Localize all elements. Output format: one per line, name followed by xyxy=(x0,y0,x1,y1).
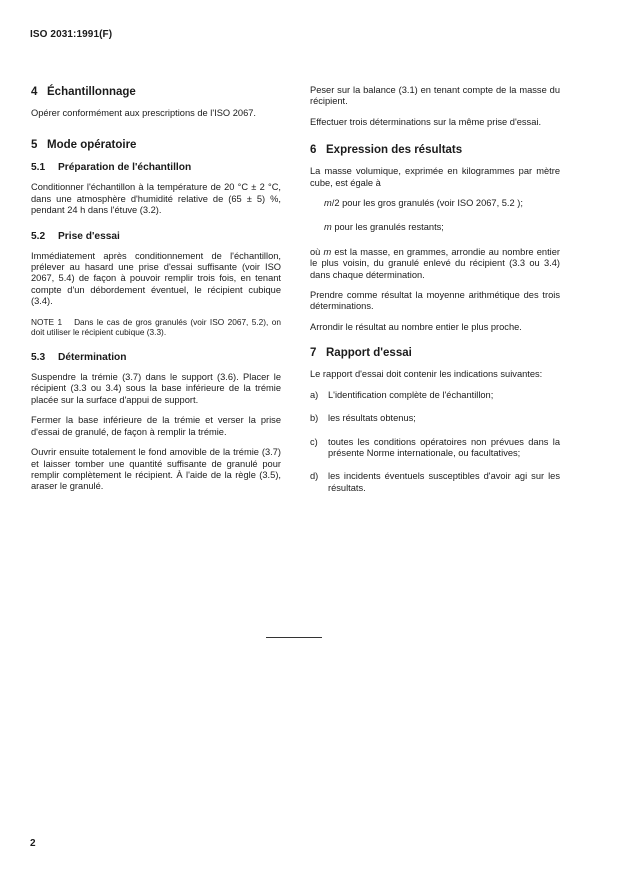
list-text: toutes les conditions opératoires non prévues dans la présente Norme internationale, ou facultatives; xyxy=(328,436,560,458)
left-column xyxy=(31,85,281,502)
paragraph: Le rapport d'essai doit contenir les indications suivantes: xyxy=(310,369,543,380)
formula-text: /2 pour les gros granulés (voir ISO 2067, 5.2 ); xyxy=(331,198,523,209)
section-number: 6 xyxy=(310,144,317,157)
text-prefix: où xyxy=(310,246,324,257)
list-item xyxy=(310,413,560,424)
section-title: Échantillonnage xyxy=(47,86,136,98)
section-number: 5.2 xyxy=(31,230,46,242)
variable-m: m xyxy=(323,246,332,257)
paragraph: La masse volumique, exprimée en kilogrammes par mètre cube, est égale à xyxy=(310,166,560,188)
section-title: Prise d'essai xyxy=(58,230,120,242)
formula-remaining-granules xyxy=(324,222,560,233)
section-number: 5 xyxy=(31,139,38,152)
section-number: 5.3 xyxy=(31,352,46,364)
section-title: Préparation de l'échantillon xyxy=(58,162,192,174)
list-marker: a) xyxy=(310,389,319,400)
section-title: Rapport d'essai xyxy=(326,347,412,360)
section-number: 5.1 xyxy=(31,162,46,174)
right-column xyxy=(310,85,560,506)
formula-text: pour les granulés restants; xyxy=(331,222,444,233)
section-5-2-heading xyxy=(31,230,281,243)
section-title: Mode opératoire xyxy=(47,139,137,152)
section-title: Détermination xyxy=(58,352,127,364)
section-title: Expression des résultats xyxy=(326,144,463,157)
section-4-heading xyxy=(31,85,281,99)
list-marker: c) xyxy=(310,436,318,447)
paragraph: Arrondir le résultat au nombre entier le plus proche. xyxy=(310,321,522,332)
end-rule xyxy=(266,637,322,638)
formula-large-granules xyxy=(324,198,560,209)
section-7-heading xyxy=(310,346,560,360)
note xyxy=(31,317,281,337)
paragraph: Peser sur la balance (3.1) en tenant compte de la masse du récipient. xyxy=(310,85,560,107)
paragraph: Conditionner l'échantillon à la température de 20 °C ± 2 °C, dans une atmosphère d'humidité relative de (65 ± 5) %, pendant 24 h dans l'étuve (3.2). xyxy=(31,182,281,216)
list-marker: d) xyxy=(310,471,319,482)
section-5-3-heading xyxy=(31,351,281,364)
paragraph xyxy=(310,247,560,281)
paragraph: Effectuer trois déterminations sur la même prise d'essai. xyxy=(310,116,542,127)
text-body: est la masse, en grammes, arrondie au nombre entier le plus voisin, du granulé enlevé du récipient (3.3 ou 3.4) dans chaque détermination. xyxy=(310,246,560,280)
variable-m: m xyxy=(324,222,332,233)
paragraph: Immédiatement après conditionnement de l'échantillon, prélever au hasard une prise d'essai suffisante (voir ISO 2067, 5.4) de façon à pouvoir remplir trois fois, en tenant compte d'un débordement éventuel, le récipient cubique (3.4). xyxy=(31,250,281,307)
paragraph: Suspendre la trémie (3.7) dans le support (3.6). Placer le récipient (3.3 ou 3.4) sous la base inférieure de la trémie placée sur la surface d'appui de support. xyxy=(31,372,281,405)
section-5-1-heading xyxy=(31,161,281,174)
note-text: Dans le cas de gros granulés (voir ISO 2067, 5.2), on doit utiliser le récipient cubique (3.3). xyxy=(31,316,281,337)
page-number: 2 xyxy=(30,838,36,849)
section-5-heading xyxy=(31,138,281,152)
list-text: les résultats obtenus; xyxy=(328,413,416,424)
list-marker: b) xyxy=(310,413,319,424)
list-text: les incidents éventuels susceptibles d'avoir agi sur les résultats. xyxy=(328,471,560,493)
paragraph: Ouvrir ensuite totalement le fond amovible de la trémie (3.7) et laisser tomber une quantité suffisante de granulé pour remplir complètement le récipient. À l'aide de la règle (3.5), araser le granulé. xyxy=(31,447,281,492)
section-number: 4 xyxy=(31,86,38,98)
list-item xyxy=(310,471,560,494)
list-text: L'identification complète de l'échantillon; xyxy=(328,389,494,400)
paragraph: Fermer la base inférieure de la trémie et verser la prise d'essai de granulé, de façon à remplir la trémie. xyxy=(31,415,281,437)
section-number: 7 xyxy=(310,347,317,360)
variable-m: m xyxy=(324,198,332,209)
paragraph: Prendre comme résultat la moyenne arithmétique des trois déterminations. xyxy=(310,290,560,312)
list-item xyxy=(310,390,560,401)
paragraph: Opérer conformément aux prescriptions de l'ISO 2067. xyxy=(31,108,257,118)
note-label: NOTE 1 xyxy=(31,316,63,327)
standard-reference: ISO 2031:1991(F) xyxy=(30,29,113,40)
section-6-heading xyxy=(310,143,560,157)
list-item xyxy=(310,437,560,460)
